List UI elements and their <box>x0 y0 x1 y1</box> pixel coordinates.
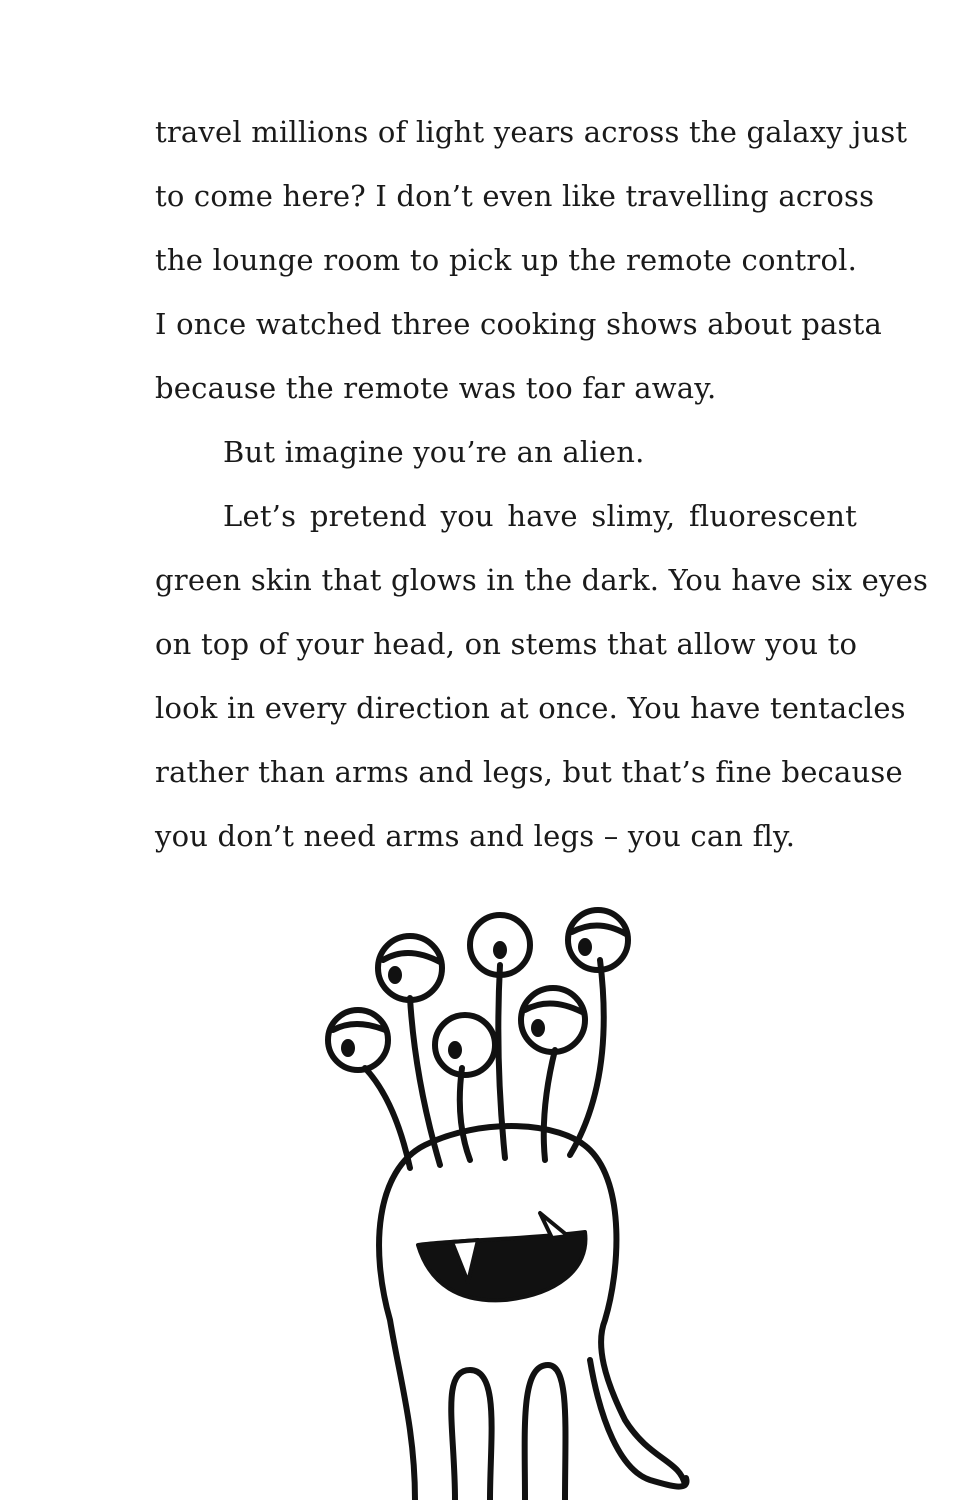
text-line: on top of your head, on stems that allow you to <box>155 627 858 661</box>
text-line: you don’t need arms and legs – you can fly. <box>155 819 796 853</box>
text-line: to come here? I don’t even like travelling across <box>155 179 875 213</box>
text-line: travel millions of light years across the galaxy just <box>155 115 908 149</box>
text-line: the lounge room to pick up the remote control. <box>155 243 857 277</box>
body-text <box>155 100 929 868</box>
alien-mouth <box>418 1232 585 1300</box>
eye-stalk <box>365 1068 410 1168</box>
alien-illustration <box>300 895 700 1500</box>
pupil <box>531 1019 545 1037</box>
eye-stalk <box>570 960 604 1155</box>
text-line: But imagine you’re an alien. <box>223 435 645 469</box>
text-line: look in every direction at once. You have tentacles <box>155 691 906 725</box>
text-line: because the remote was too far away. <box>155 371 717 405</box>
text-line: I once watched three cooking shows about pasta <box>155 307 882 341</box>
pupil <box>493 941 507 959</box>
pupil <box>388 966 402 984</box>
text-line: green skin that glows in the dark. You have six eyes <box>155 563 929 597</box>
eye-stalk <box>460 1068 470 1160</box>
alien-body-outline <box>379 1126 685 1500</box>
text-line: Let’s pretend you have slimy, fluorescent <box>223 499 857 533</box>
pupil <box>341 1039 355 1057</box>
pupil <box>578 938 592 956</box>
tentacle <box>451 1370 491 1500</box>
text-line: rather than arms and legs, but that’s fine because <box>155 755 903 789</box>
pupil <box>448 1041 462 1059</box>
eye-stalk <box>544 1050 555 1160</box>
tentacle <box>525 1365 566 1500</box>
